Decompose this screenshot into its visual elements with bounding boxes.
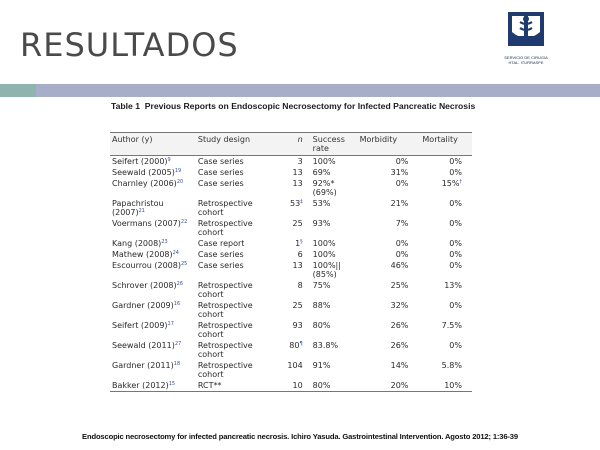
- cell-author-ref: 24: [172, 250, 179, 256]
- cell-success-text: 83.8%: [312, 341, 339, 350]
- cell-author-ref: 19: [174, 168, 182, 174]
- cell-morbidity: [358, 320, 421, 340]
- logo-caption-line1: SERVICIO DE CIRUGIA: [504, 55, 548, 60]
- cell-success: [311, 238, 358, 249]
- cell-morbidity-text: 26%: [390, 321, 409, 330]
- cell-author-ref: 27: [174, 341, 182, 347]
- cell-author: [110, 280, 196, 300]
- cell-mortality: [420, 320, 472, 340]
- cell-design: [196, 320, 276, 340]
- table-row: [110, 238, 472, 249]
- cell-author: [110, 380, 196, 392]
- cell-design: [196, 198, 276, 218]
- cell-author-text: Papachristou (2007): [112, 199, 164, 217]
- cell-success: [311, 167, 358, 178]
- cell-mortality: [420, 249, 472, 260]
- cell-author-ref: 9: [167, 157, 171, 163]
- cell-n-text: 8: [297, 281, 303, 290]
- cell-author-text: Charnley (2006): [112, 179, 177, 188]
- cell-mortality-text: 15%: [441, 179, 460, 188]
- cell-mortality: [420, 280, 472, 300]
- cell-n-text: 3: [297, 157, 303, 166]
- cell-n-text: 25: [292, 301, 303, 310]
- cell-mortality-text: 10%: [444, 381, 462, 390]
- table-caption-text: Previous Reports on Endoscopic Necrosectomy for Infected Pancreatic Necrosis: [144, 101, 476, 111]
- cell-morbidity: [358, 218, 421, 238]
- cell-morbidity: [358, 238, 421, 249]
- cell-design-text: Case series: [197, 168, 244, 177]
- cell-mortality: [420, 380, 472, 392]
- cell-mortality: [420, 238, 472, 249]
- cell-success-text: 80%: [312, 381, 331, 390]
- cell-n-ref: §: [300, 239, 303, 245]
- cell-mortality: [420, 260, 472, 280]
- cell-design: [196, 300, 276, 320]
- cell-author-ref: 15: [168, 381, 176, 387]
- cell-mortality-text: 0%: [449, 239, 462, 248]
- cell-morbidity-text: 32%: [390, 301, 409, 310]
- cell-author: [110, 167, 196, 178]
- cell-morbidity: [358, 198, 421, 218]
- cell-n-text: 104: [287, 361, 303, 370]
- cell-morbidity-text: 46%: [390, 261, 409, 270]
- cell-design-text: Retrospective cohort: [197, 219, 253, 237]
- source-footer: Endoscopic necrosectomy for infected pancreatic necrosis. Ichiro Yasuda. Gastrointestinal Intervention. Agosto 2012; 1:36-39: [82, 432, 518, 441]
- cell-author-text: Voermans (2007): [112, 219, 181, 228]
- cell-mortality-text: 0%: [449, 250, 462, 259]
- slide-title: RESULTADOS: [20, 26, 239, 64]
- cell-author: [110, 320, 196, 340]
- cell-mortality-text: 0%: [449, 261, 462, 270]
- cell-success-text: 100%: [312, 157, 336, 166]
- cell-mortality-ref: †: [459, 179, 462, 185]
- cell-author-ref: 22: [180, 219, 188, 225]
- table-header-row: [110, 133, 472, 156]
- cell-mortality-text: 0%: [449, 219, 462, 228]
- cell-n-text: 13: [292, 168, 303, 177]
- table-caption-label: Table 1: [111, 101, 140, 111]
- table-row: [110, 360, 472, 380]
- cell-mortality-text: 0%: [449, 199, 462, 208]
- logo-caption-line2: HTAL. ITURRASPE: [508, 60, 544, 65]
- cell-morbidity: [358, 178, 421, 198]
- cell-morbidity-text: 0%: [395, 179, 409, 188]
- cell-morbidity: [358, 380, 421, 392]
- cell-morbidity: [358, 360, 421, 380]
- cell-n-text: 1: [295, 239, 301, 248]
- cell-success-text: 80%: [312, 321, 331, 330]
- cell-n: [276, 156, 311, 168]
- logo-caption: [480, 55, 572, 65]
- table-row: [110, 218, 472, 238]
- cell-morbidity-text: 31%: [390, 168, 409, 177]
- cell-author-text: Seifert (2000): [112, 157, 168, 166]
- cell-mortality: [420, 198, 472, 218]
- cell-success-text: 53%: [312, 199, 331, 208]
- cell-n: [276, 300, 311, 320]
- cell-author: [110, 238, 196, 249]
- table-row: [110, 249, 472, 260]
- header-design: Study design: [196, 133, 276, 156]
- cell-author: [110, 260, 196, 280]
- cell-author-text: Schrover (2008): [112, 281, 177, 290]
- cell-author-ref: 26: [176, 281, 184, 287]
- table-row: [110, 260, 472, 280]
- cell-author-ref: 20: [176, 179, 184, 185]
- cell-success: [311, 198, 358, 218]
- cell-design: [196, 249, 276, 260]
- cell-success: [311, 320, 358, 340]
- cell-n-ref: ‡: [300, 199, 303, 205]
- cell-design-text: Case series: [197, 157, 244, 166]
- cell-design-text: Retrospective cohort: [197, 199, 253, 217]
- cell-success-text: 75%: [312, 281, 331, 290]
- cell-success: [311, 249, 358, 260]
- cell-n-text: 6: [297, 250, 303, 259]
- cell-author: [110, 198, 196, 218]
- cell-n: [276, 340, 311, 360]
- cell-author-text: Seewald (2005): [112, 168, 175, 177]
- cell-morbidity-text: 0%: [395, 157, 409, 166]
- table-row: [110, 280, 472, 300]
- cell-author-ref: 25: [180, 261, 188, 267]
- cell-success: [311, 300, 358, 320]
- cell-author: [110, 300, 196, 320]
- table-row: [110, 198, 472, 218]
- cell-author-text: Bakker (2012): [112, 381, 169, 390]
- cell-n-text: 80: [289, 341, 300, 350]
- cell-author: [110, 249, 196, 260]
- cell-n: [276, 280, 311, 300]
- cell-success: [311, 280, 358, 300]
- cell-design-text: RCT**: [197, 381, 222, 390]
- cell-morbidity: [358, 156, 421, 168]
- cell-n: [276, 178, 311, 198]
- cell-morbidity: [358, 260, 421, 280]
- cell-mortality: [420, 340, 472, 360]
- cell-design-text: Case series: [197, 261, 244, 270]
- cell-design: [196, 218, 276, 238]
- cell-design-text: Case report: [197, 239, 245, 248]
- table-row: [110, 300, 472, 320]
- table-row: [110, 380, 472, 392]
- table-caption: [111, 100, 479, 112]
- cell-success-text: 92%* (69%): [312, 179, 337, 197]
- table-row: [110, 320, 472, 340]
- cell-author-ref: 17: [167, 321, 174, 327]
- table-row: [110, 340, 472, 360]
- cell-morbidity-text: 0%: [395, 250, 409, 259]
- cell-success-text: 69%: [312, 168, 331, 177]
- cell-success-text: 100%|| (85%): [312, 261, 341, 279]
- cell-n: [276, 198, 311, 218]
- cell-success: [311, 156, 358, 168]
- cell-mortality-text: 5.8%: [441, 361, 462, 370]
- table-body: [110, 156, 472, 392]
- cell-n-text: 25: [292, 219, 303, 228]
- cell-morbidity: [358, 300, 421, 320]
- cell-author-text: Gardner (2011): [112, 361, 174, 370]
- cell-design-text: Retrospective cohort: [197, 321, 253, 339]
- results-table: [110, 132, 472, 392]
- cell-author-text: Gardner (2009): [112, 301, 174, 310]
- cell-morbidity-text: 25%: [390, 281, 409, 290]
- cell-design-text: Case series: [197, 250, 244, 259]
- cell-n: [276, 380, 311, 392]
- cell-morbidity-text: 0%: [395, 239, 409, 248]
- cell-success-text: 93%: [312, 219, 331, 228]
- cell-design: [196, 280, 276, 300]
- cell-success: [311, 380, 358, 392]
- cell-mortality: [420, 156, 472, 168]
- cell-n-text: 10: [292, 381, 303, 390]
- cell-n: [276, 260, 311, 280]
- cell-success: [311, 340, 358, 360]
- cell-design-text: Retrospective cohort: [197, 361, 253, 379]
- cell-morbidity-text: 21%: [390, 199, 409, 208]
- cell-mortality-text: 0%: [449, 168, 462, 177]
- cell-mortality-text: 0%: [449, 301, 462, 310]
- cell-morbidity-text: 26%: [390, 341, 409, 350]
- header-mortality: Mortality: [420, 133, 472, 156]
- cell-morbidity: [358, 340, 421, 360]
- cell-author-text: Escourrou (2008): [112, 261, 181, 270]
- cell-design: [196, 380, 276, 392]
- cell-n-text: 93: [292, 321, 303, 330]
- cell-author-text: Kang (2008): [112, 239, 162, 248]
- cell-n-ref: ¶: [299, 341, 303, 347]
- cell-author: [110, 156, 196, 168]
- table-row: [110, 178, 472, 198]
- cell-success-text: 91%: [312, 361, 331, 370]
- cell-morbidity: [358, 167, 421, 178]
- cell-design-text: Case series: [197, 179, 244, 188]
- cell-success: [311, 260, 358, 280]
- cell-mortality: [420, 167, 472, 178]
- cell-mortality: [420, 360, 472, 380]
- cell-author-ref: 23: [161, 239, 168, 245]
- cell-success: [311, 178, 358, 198]
- cell-mortality-text: 0%: [449, 341, 462, 350]
- cell-design: [196, 360, 276, 380]
- cell-n-text: 13: [292, 261, 303, 270]
- cell-n-text: 13: [292, 179, 303, 188]
- cell-author-ref: 18: [173, 361, 181, 367]
- table-row: [110, 156, 472, 168]
- hospital-logo-icon: [490, 10, 562, 76]
- cell-mortality: [420, 300, 472, 320]
- cell-morbidity-text: 7%: [395, 219, 409, 228]
- cell-author-ref: 21: [138, 208, 145, 214]
- cell-author-text: Mathew (2008): [112, 250, 173, 259]
- cell-morbidity-text: 20%: [390, 381, 409, 390]
- cell-mortality-text: 0%: [449, 157, 462, 166]
- header-morbidity: Morbidity: [358, 133, 421, 156]
- cell-design-text: Retrospective cohort: [197, 341, 253, 359]
- cell-design-text: Retrospective cohort: [197, 301, 253, 319]
- cell-mortality: [420, 218, 472, 238]
- cell-n: [276, 218, 311, 238]
- cell-success: [311, 218, 358, 238]
- cell-design-text: Retrospective cohort: [197, 281, 253, 299]
- cell-morbidity: [358, 249, 421, 260]
- header-n: n: [276, 133, 311, 156]
- cell-design: [196, 238, 276, 249]
- cell-author-ref: 16: [173, 301, 181, 307]
- cell-morbidity-text: 14%: [390, 361, 409, 370]
- cell-success-text: 88%: [312, 301, 331, 310]
- cell-mortality: [420, 178, 472, 198]
- cell-n: [276, 167, 311, 178]
- cell-mortality-text: 7.5%: [441, 321, 462, 330]
- cell-n-text: 53: [289, 199, 301, 208]
- cell-success-text: 100%: [312, 239, 336, 248]
- cell-author: [110, 218, 196, 238]
- cell-design: [196, 178, 276, 198]
- cell-author: [110, 178, 196, 198]
- cell-success: [311, 360, 358, 380]
- accent-bar-left: [0, 84, 36, 97]
- cell-n: [276, 249, 311, 260]
- header-success: Success rate: [311, 133, 358, 156]
- cell-n: [276, 238, 311, 249]
- cell-author: [110, 360, 196, 380]
- cell-morbidity: [358, 280, 421, 300]
- cell-design: [196, 260, 276, 280]
- cell-mortality-text: 13%: [444, 281, 462, 290]
- table-row: [110, 167, 472, 178]
- cell-author: [110, 340, 196, 360]
- cell-design: [196, 156, 276, 168]
- cell-design: [196, 167, 276, 178]
- header-author: Author (y): [110, 133, 196, 156]
- cell-design: [196, 340, 276, 360]
- accent-bar-right: [36, 84, 600, 97]
- cell-author-text: Seifert (2009): [112, 321, 168, 330]
- cell-author-text: Seewald (2011): [112, 341, 175, 350]
- cell-n: [276, 360, 311, 380]
- cell-n: [276, 320, 311, 340]
- cell-success-text: 100%: [312, 250, 336, 259]
